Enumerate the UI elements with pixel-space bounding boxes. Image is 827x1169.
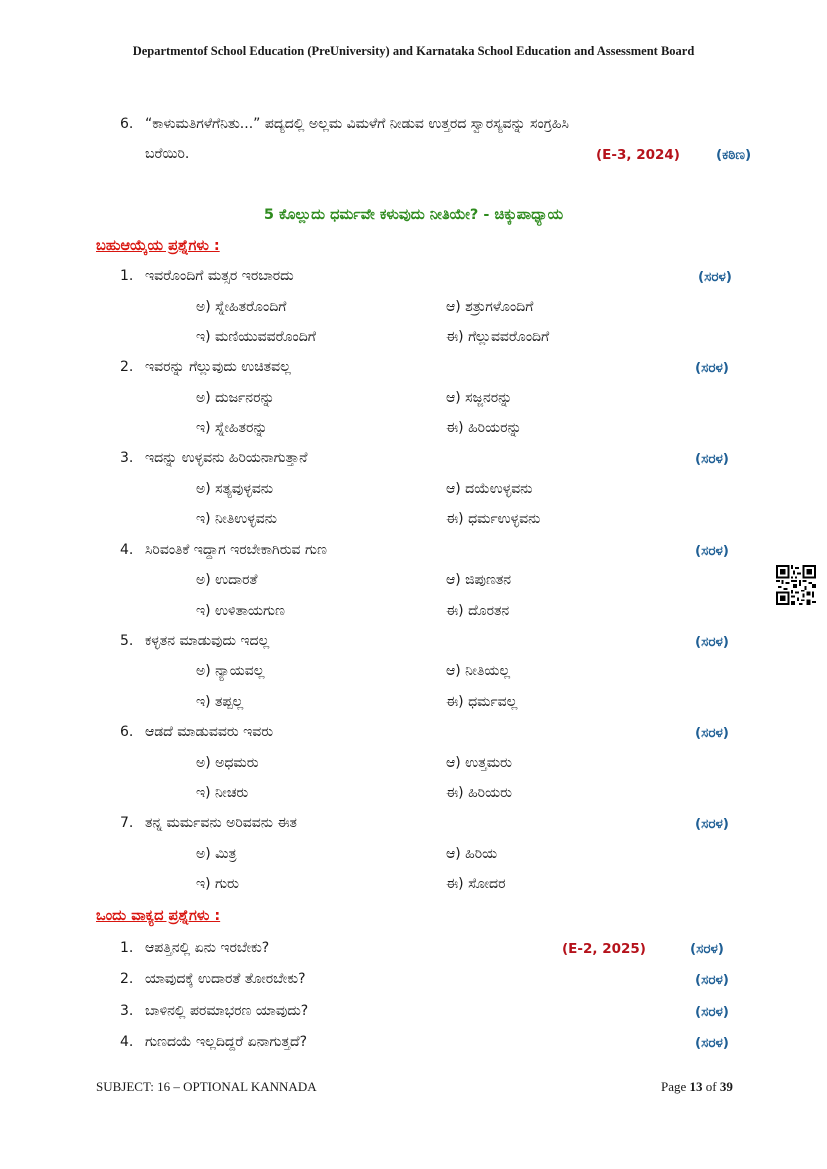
option-b: ಆ) ಸಜ್ಜನರನ್ನು: [446, 389, 513, 406]
difficulty-tag: (ಸರಳ): [695, 360, 729, 377]
question-text: ಇವರನ್ನು ಗೆಲ್ಲುವುದು ಉಚಿತವಲ್ಲ: [145, 359, 291, 376]
current-page: 13: [689, 1079, 703, 1094]
lesson-title: 5 ಕೊಲ್ಲುದು ಧರ್ಮವೇ ಕಳುವುದು ನೀತಿಯೇ? - ಚಿಕ್ಕುಪಾಧ್ಯಾಯ: [263, 207, 564, 223]
question-number: 3.: [120, 450, 134, 467]
question-number: 1.: [120, 940, 134, 956]
difficulty-tag: (ಕಠಿಣ): [716, 147, 752, 163]
option-c: ಇ) ನೀಚರು: [196, 785, 249, 801]
difficulty-tag: (ಸರಳ): [695, 725, 729, 741]
option-a: ಅ) ಅಧಮರು: [196, 754, 259, 771]
question-text: “ಕಾಳುಮತಿಗಳೆಗೆನಿತು...” ಪದ್ಯದಲ್ಲಿ ಅಲ್ಲಮ ವಿಮಳೆಗೆ ನೀಡುವ ಉತ್ತರದ ಸ್ವಾರಸ್ಯವನ್ನು ಸಂಗ್ರಹಿಸಿ: [145, 116, 569, 132]
option-b: ಆ) ಜಿಪುಣತನ: [446, 572, 512, 589]
question-number: 6.: [120, 116, 134, 132]
question-text: ಇವರೊಂದಿಗೆ ಮತ್ಸರ ಇರಬಾರದು: [145, 268, 294, 284]
option-d: ಈ) ಹಿರಿಯರು: [446, 785, 512, 801]
question-text: ಬಾಳಿನಲ್ಲಿ ಪರಮಾಭರಣ ಯಾವುದು?: [145, 1002, 309, 1019]
question-number: 4.: [120, 1033, 134, 1050]
option-a: ಅ) ನ್ಯಾಯವಲ್ಲ: [196, 663, 265, 680]
option-a: ಅ) ಸ್ನೇಹಿತರೊಂದಿಗೆ: [196, 298, 287, 315]
question-number: 6.: [120, 724, 134, 740]
exam-reference: (E-3, 2024): [596, 147, 680, 163]
option-b: ಆ) ನೀತಿಯಲ್ಲ: [446, 663, 511, 680]
page-header: Departmentof School Education (PreUniversity) and Karnataka School Education and Assessment Board: [132, 44, 695, 58]
option-b: ಆ) ದಯೆಉಳ್ಳವನು: [446, 480, 533, 497]
option-c: ಇ) ನೀತಿಉಳ್ಳವನು: [196, 511, 277, 528]
page-of: of: [702, 1079, 720, 1094]
option-a: ಅ) ಸತ್ಯವುಳ್ಳವನು: [196, 480, 274, 497]
difficulty-tag: (ಸರಳ): [695, 1034, 729, 1051]
question-number: 2.: [120, 359, 134, 376]
option-d: ಈ) ಧರ್ಮಉಳ್ಳವನು: [446, 511, 541, 528]
question-text: ಆಪತ್ತಿನಲ್ಲಿ ಏನು ಇರಬೇಕು?: [145, 940, 270, 956]
option-d: ಈ) ಧರ್ಮವಲ್ಲ: [446, 693, 518, 710]
option-c: ಇ) ತಪ್ಪಲ್ಲ: [196, 693, 244, 710]
question-text: ಇದನ್ನು ಉಳ್ಳವನು ಹಿರಿಯನಾಗುತ್ತಾನೆ: [145, 450, 308, 467]
option-c: ಇ) ಸ್ನೇಹಿತರನ್ನು: [196, 420, 268, 437]
question-number: 3.: [120, 1002, 134, 1019]
exam-reference: (E-2, 2025): [562, 941, 646, 957]
question-text: ಆಡದೆ ಮಾಡುವವರು ಇವರು: [145, 724, 274, 740]
footer-subject: SUBJECT: 16 – OPTIONAL KANNADA: [96, 1079, 317, 1094]
option-d: ಈ) ದೊರತನ: [446, 602, 510, 619]
page-prefix: Page: [661, 1079, 690, 1094]
question-number: 5.: [120, 632, 134, 649]
difficulty-tag: (ಸರಳ): [690, 941, 724, 957]
question-text: ತನ್ನ ಮರ್ಮವನು ಅರಿವವನು ಈತ: [145, 815, 297, 832]
option-a: ಅ) ದುರ್ಜನರನ್ನು: [196, 389, 275, 406]
option-d: ಈ) ಹಿರಿಯರನ್ನು: [446, 420, 522, 437]
option-b: ಆ) ಉತ್ತಮರು: [446, 754, 512, 771]
difficulty-tag: (ಸರಳ): [695, 972, 729, 989]
option-a: ಅ) ಮಿತ್ರ: [196, 845, 237, 862]
option-c: ಇ) ಗುರು: [196, 876, 239, 893]
option-b: ಆ) ಹಿರಿಯ: [446, 845, 498, 862]
mcq-heading: ಬಹುಆಯ್ಕೆಯ ಪ್ರಶ್ನೆಗಳು :: [96, 238, 220, 254]
difficulty-tag: (ಸರಳ): [695, 451, 729, 468]
difficulty-tag: (ಸರಳ): [695, 542, 729, 559]
option-d: ಈ) ಸೋದರ: [446, 876, 506, 893]
question-text-continued: ಬರೆಯಿರಿ.: [145, 146, 190, 162]
option-a: ಅ) ಉದಾರತೆ: [196, 572, 258, 589]
option-c: ಇ) ಮಣಿಯುವವರೊಂದಿಗೆ: [196, 329, 316, 345]
total-pages: 39: [719, 1079, 733, 1094]
option-b: ಆ) ಶತ್ರುಗಳೊಂದಿಗೆ: [446, 298, 534, 315]
question-text: ಯಾವುದಕ್ಕೆ ಉದಾರತೆ ತೋರಬೇಕು?: [145, 971, 306, 988]
difficulty-tag: (ಸರಳ): [695, 816, 729, 833]
option-d: ಈ) ಗೆಲ್ಲುವವರೊಂದಿಗೆ: [446, 329, 550, 345]
question-text: ಗುಣದಯೆ ಇಲ್ಲದಿದ್ದರೆ ಏನಾಗುತ್ತದೆ?: [145, 1033, 308, 1050]
qr-code: [776, 565, 816, 605]
difficulty-tag: (ಸರಳ): [695, 633, 729, 650]
question-number: 4.: [120, 541, 134, 558]
question-number: 1.: [120, 268, 134, 284]
question-number: 7.: [120, 815, 134, 832]
question-number: 2.: [120, 971, 134, 988]
difficulty-tag: (ಸರಳ): [695, 1003, 729, 1020]
question-text: ಸಿರಿವಂತಿಕೆ ಇದ್ದಾಗ ಇರಬೇಕಾಗಿರುವ ಗುಣ: [145, 541, 327, 558]
difficulty-tag: (ಸರಳ): [698, 269, 732, 285]
option-c: ಇ) ಉಳಿತಾಯಗುಣ: [196, 602, 285, 619]
question-text: ಕಳ್ಳತನ ಮಾಡುವುದು ಇದಲ್ಲ: [145, 632, 270, 649]
footer-page-number: [661, 1079, 733, 1095]
short-answer-heading: ಒಂದು ವಾಕ್ಯದ ಪ್ರಶ್ನೆಗಳು :: [96, 908, 221, 924]
